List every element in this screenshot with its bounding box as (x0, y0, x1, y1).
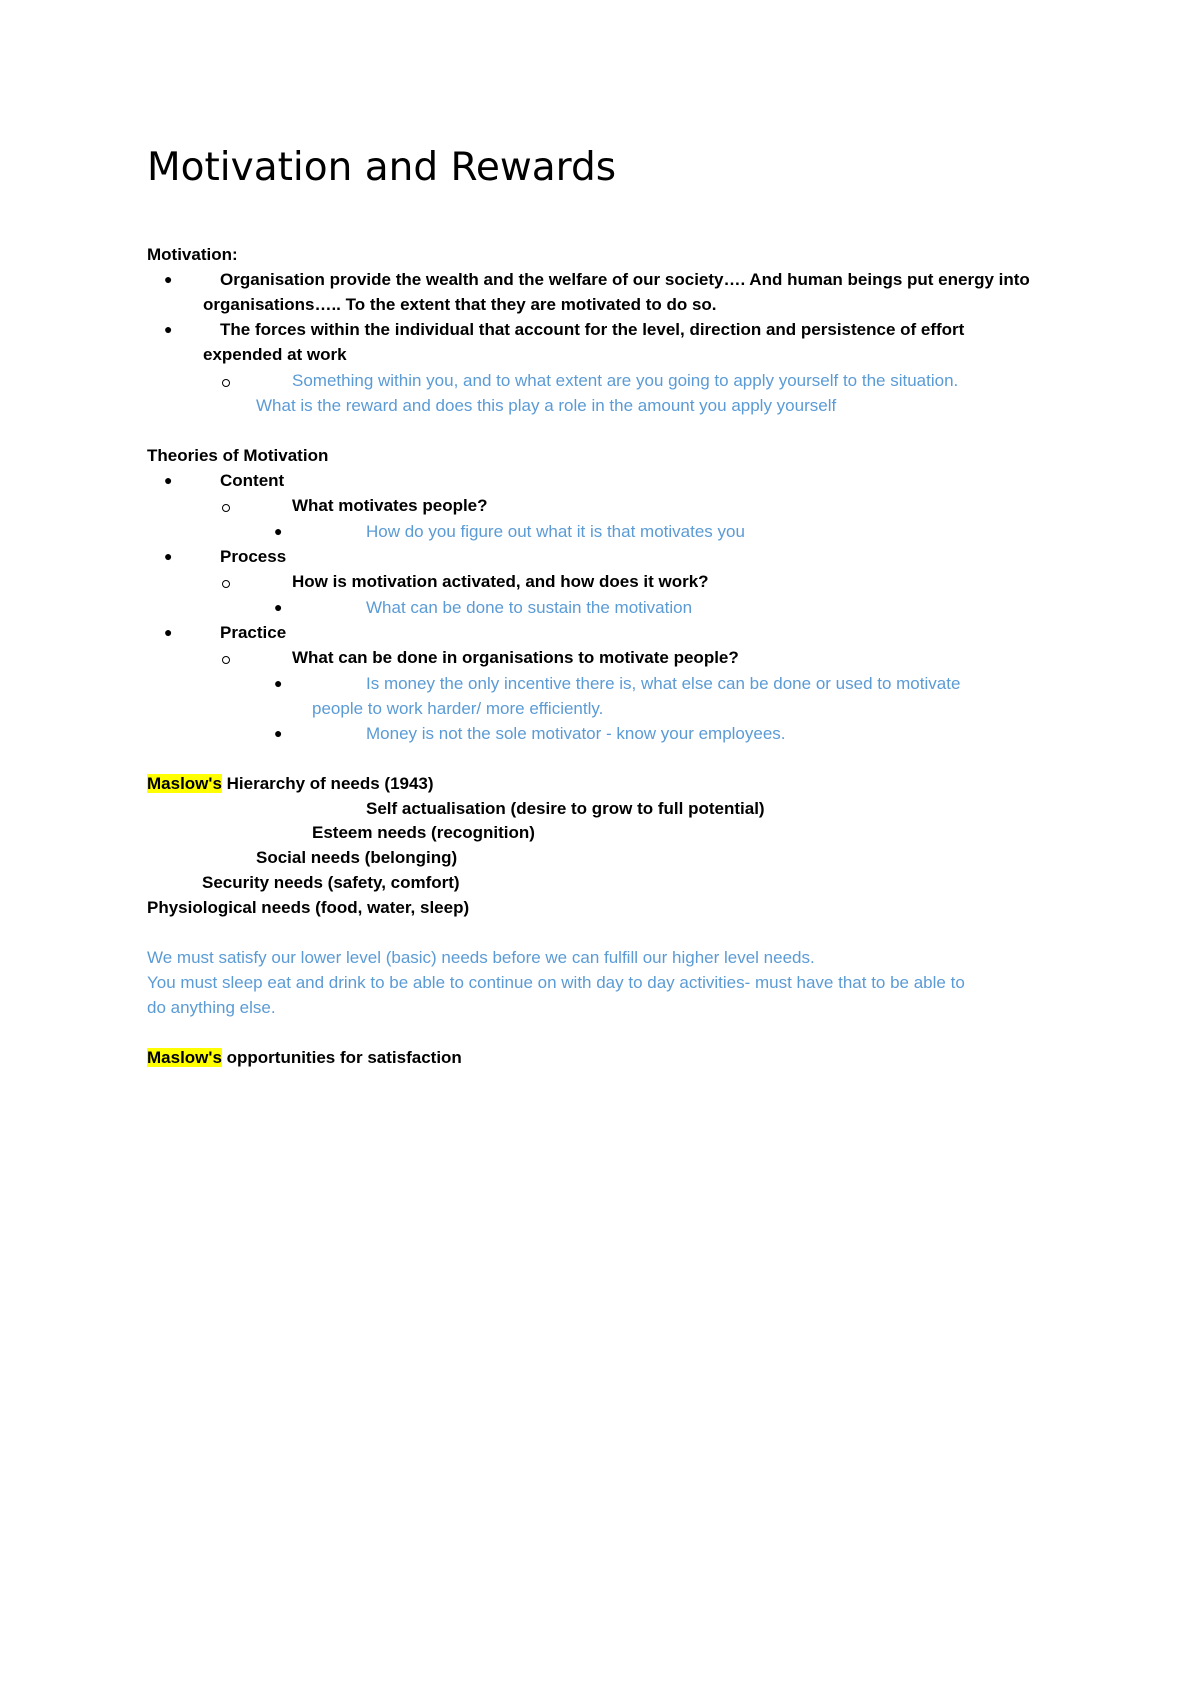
bullet-icon: ● (164, 271, 173, 287)
theory-content-answer: How do you figure out what it is that motivates you (366, 522, 745, 541)
bullet-icon: ● (274, 675, 283, 691)
maslow-level-security: Security needs (safety, comfort) (202, 873, 460, 892)
theory-practice-question: What can be done in organisations to motivate people? (292, 648, 739, 667)
theory-process-answer: What can be done to sustain the motivation (366, 598, 693, 617)
maslow-note-line-3: do anything else. (147, 998, 276, 1017)
maslow-hierarchy-heading-text: Hierarchy of needs (1943) (221, 774, 434, 793)
maslow-level-esteem: Esteem needs (recognition) (312, 823, 535, 842)
theories-heading: Theories of Motivation (147, 446, 329, 465)
motivation-bullet-1-line-2: organisations….. To the extent that they are motivated to do so. (203, 295, 717, 314)
maslow-note-line-1: We must satisfy our lower level (basic) needs before we can fulfill our higher level needs. (147, 948, 815, 967)
theory-process-label: Process (220, 547, 287, 566)
maslow-hierarchy-heading (147, 771, 434, 796)
circle-bullet-icon (222, 504, 230, 512)
circle-bullet-icon (222, 656, 230, 664)
maslow-opportunities-heading (147, 1045, 462, 1070)
bullet-icon: ● (164, 472, 173, 488)
motivation-bullet-2-line-2: expended at work (203, 345, 347, 364)
maslow-level-physiological: Physiological needs (food, water, sleep) (147, 898, 470, 917)
maslow-opportunities-text: opportunities for satisfaction (221, 1048, 462, 1067)
bullet-icon: ● (164, 321, 173, 337)
theory-practice-answer-1-line-1: Is money the only incentive there is, what else can be done or used to motivate (366, 674, 961, 693)
bullet-icon: ● (164, 548, 173, 564)
motivation-bullet-1-line-1: Organisation provide the wealth and the welfare of our society…. And human beings put energy into (220, 270, 1030, 289)
theory-practice-label: Practice (220, 623, 287, 642)
bullet-icon: ● (274, 599, 283, 615)
maslow-highlight: Maslow's (147, 774, 222, 793)
circle-bullet-icon (222, 580, 230, 588)
maslow-level-self-actualisation: Self actualisation (desire to grow to full potential) (366, 799, 765, 818)
motivation-bullet-2-line-1: The forces within the individual that account for the level, direction and persistence of effort (220, 320, 965, 339)
maslow-highlight: Maslow's (147, 1048, 222, 1067)
motivation-heading: Motivation: (147, 245, 238, 264)
maslow-note-line-2: You must sleep eat and drink to be able to continue on with day to day activities- must have that to be able to (147, 973, 965, 992)
circle-bullet-icon (222, 379, 230, 387)
theory-practice-answer-1-line-2: people to work harder/ more efficiently. (312, 699, 604, 718)
bullet-icon: ● (164, 624, 173, 640)
theory-content-question: What motivates people? (292, 496, 488, 515)
document-title: Motivation and Rewards (147, 145, 617, 190)
bullet-icon: ● (274, 523, 283, 539)
bullet-icon: ● (274, 725, 283, 741)
theory-practice-answer-2: Money is not the sole motivator - know your employees. (366, 724, 786, 743)
motivation-sub-note-line-1: Something within you, and to what extent are you going to apply yourself to the situation. (292, 371, 959, 390)
theory-content-label: Content (220, 471, 285, 490)
maslow-level-social: Social needs (belonging) (256, 848, 458, 867)
theory-process-question: How is motivation activated, and how does it work? (292, 572, 709, 591)
motivation-sub-note-line-2: What is the reward and does this play a role in the amount you apply yourself (256, 396, 837, 415)
